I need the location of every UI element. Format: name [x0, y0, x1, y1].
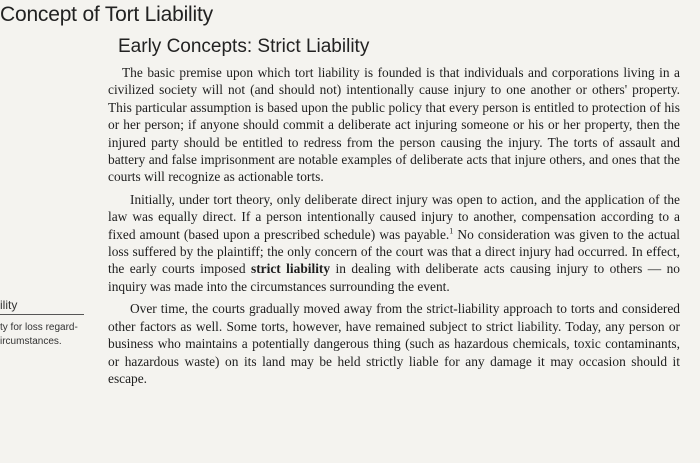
- margin-note-divider: [0, 314, 84, 315]
- paragraph-2-part-2: No consideration was given to the actual loss suffered by the plaintiff; the only concern of the court was that a direct injury had occurred. In effect, the early courts imposed: [108, 226, 680, 277]
- chapter-title: Concept of Tort Liability: [0, 3, 213, 26]
- section-title: Early Concepts: Strict Liability: [118, 36, 370, 57]
- paragraph-2-part-1: Initially, under tort theory, only deliberate direct injury was open to action, and the application of the law was equally direct. If a person intentionally caused injury to another, compensation according to a fixed amount (based upon a prescribed schedule) was payable.: [108, 191, 680, 242]
- margin-note-title: ility: [0, 298, 18, 312]
- strict-liability-term: strict liability: [251, 261, 331, 277]
- margin-note-body: [0, 321, 90, 349]
- margin-note-line-1: ty for loss regard-: [0, 322, 78, 333]
- paragraph-2-part-3: in dealing with deliberate acts causing injury to others — no inquiry was made into the circumstances surrounding the event.: [108, 261, 680, 294]
- paragraph-3: Over time, the courts gradually moved away from the strict-liability approach to torts and considered other factors as well. Some torts, however, have remained subject to strict liability. Today, any person or business who maintains a potentially dangerous thing (such as hazardous chemicals, toxic contaminants, or hazardous waste) on its land may be held strictly liable for any damage it may occasion should it escape.: [108, 301, 680, 386]
- paragraph-2: [108, 191, 680, 295]
- paragraph-1: The basic premise upon which tort liability is founded is that individuals and corporations living in a civilized society will not (and should not) intentionally cause injury to one another or others' property. This particular assumption is based upon the public policy that every person is entitled to protection of his or her person; if anyone should commit a deliberate act injuring someone or his or her property, then the injured party should be entitled to redress from the person causing the injury. The torts of assault and battery and false imprisonment are notable examples of deliberate acts that injure others, and ones that the courts will recognize as actionable torts.: [108, 65, 680, 185]
- facing-page-bleed-through: [0, 40, 28, 460]
- body-text: [108, 64, 680, 392]
- footnote-marker: 1: [449, 226, 454, 236]
- margin-note-line-2: ircumstances.: [0, 336, 62, 347]
